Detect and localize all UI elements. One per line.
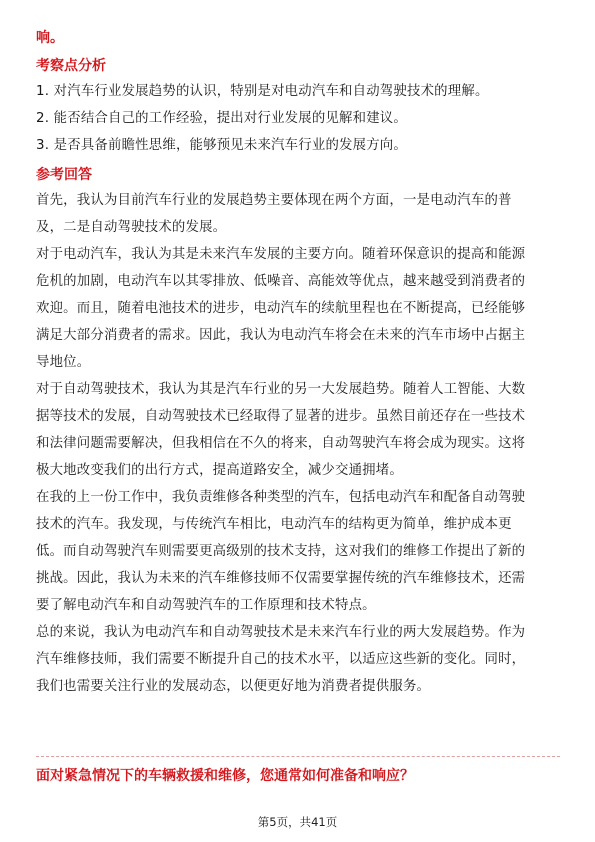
answer-line: 满足大部分消费者的需求。因此，我认为电动汽车将会在未来的汽车市场中占据主: [36, 328, 526, 343]
answer-line: 导地位。: [36, 355, 91, 370]
answer-line: 技术的汽车。我发现，与传统汽车相比，电动汽车的结构更为简单，维护成本更: [36, 517, 512, 532]
answer-line: 对于电动汽车，我认为其是未来汽车发展的主要方向。随着环保意识的提高和能源: [36, 247, 526, 262]
answer-line: 在我的上一份工作中，我负责维修各种类型的汽车，包括电动汽车和配备自动驾驶: [36, 490, 526, 505]
answer-line: 我们也需要关注行业的发展动态，以便更好地为消费者提供服务。: [36, 679, 431, 694]
answer-line: 据等技术的发展，自动驾驶技术已经取得了显著的进步。虽然目前还存在一些技术: [36, 409, 526, 424]
answer-title: 参考回答: [36, 167, 92, 183]
answer-line: 危机的加剧，电动汽车以其零排放、低噪音、高能效等优点，越来越受到消费者的: [36, 274, 526, 289]
page-content: [36, 26, 560, 700]
answer-line: 极大地改变我们的出行方式，提高道路安全，减少交通拥堵。: [36, 463, 403, 478]
lead-fragment: 响。: [36, 30, 64, 46]
analysis-item: 2. 能否结合自己的工作经验，提出对行业发展的见解和建议。: [36, 111, 407, 126]
next-question: 面对紧急情况下的车辆救援和维修，您通常如何准备和响应？: [36, 768, 414, 784]
answer-body: [36, 187, 560, 700]
answer-line: 要了解电动汽车和自动驾驶汽车的工作原理和技术特点。: [36, 598, 376, 613]
answer-line: 挑战。因此，我认为未来的汽车维修技师不仅需要掌握传统的汽车维修技术，还需: [36, 571, 526, 586]
answer-line: 和法律问题需要解决，但我相信在不久的将来，自动驾驶汽车将会成为现实。这将: [36, 436, 526, 451]
analysis-item: 3. 是否具备前瞻性思维，能够预见未来汽车行业的发展方向。: [36, 138, 407, 153]
answer-line: 及，二是自动驾驶技术的发展。: [36, 220, 227, 235]
answer-line: 总的来说，我认为电动汽车和自动驾驶技术是未来汽车行业的两大发展趋势。作为: [36, 625, 526, 640]
answer-line: 低。而自动驾驶汽车则需要更高级别的技术支持，这对我们的维修工作提出了新的: [36, 544, 526, 559]
analysis-list: [36, 78, 560, 159]
answer-line: 对于自动驾驶技术，我认为其是汽车行业的另一大发展趋势。随着人工智能、大数: [36, 382, 526, 397]
answer-line: 首先，我认为目前汽车行业的发展趋势主要体现在两个方面，一是电动汽车的普: [36, 193, 512, 208]
page-footer: 第5页，共41页: [257, 815, 338, 829]
analysis-item: 1. 对汽车行业发展趋势的认识，特别是对电动汽车和自动驾驶技术的理解。: [36, 84, 489, 99]
analysis-title: 考察点分析: [36, 58, 106, 74]
answer-line: 汽车维修技师，我们需要不断提升自己的技术水平，以适应这些新的变化。同时，: [36, 652, 526, 667]
section-divider: [36, 756, 560, 757]
answer-line: 欢迎。而且，随着电池技术的进步，电动汽车的续航里程也在不断提高，已经能够: [36, 301, 526, 316]
